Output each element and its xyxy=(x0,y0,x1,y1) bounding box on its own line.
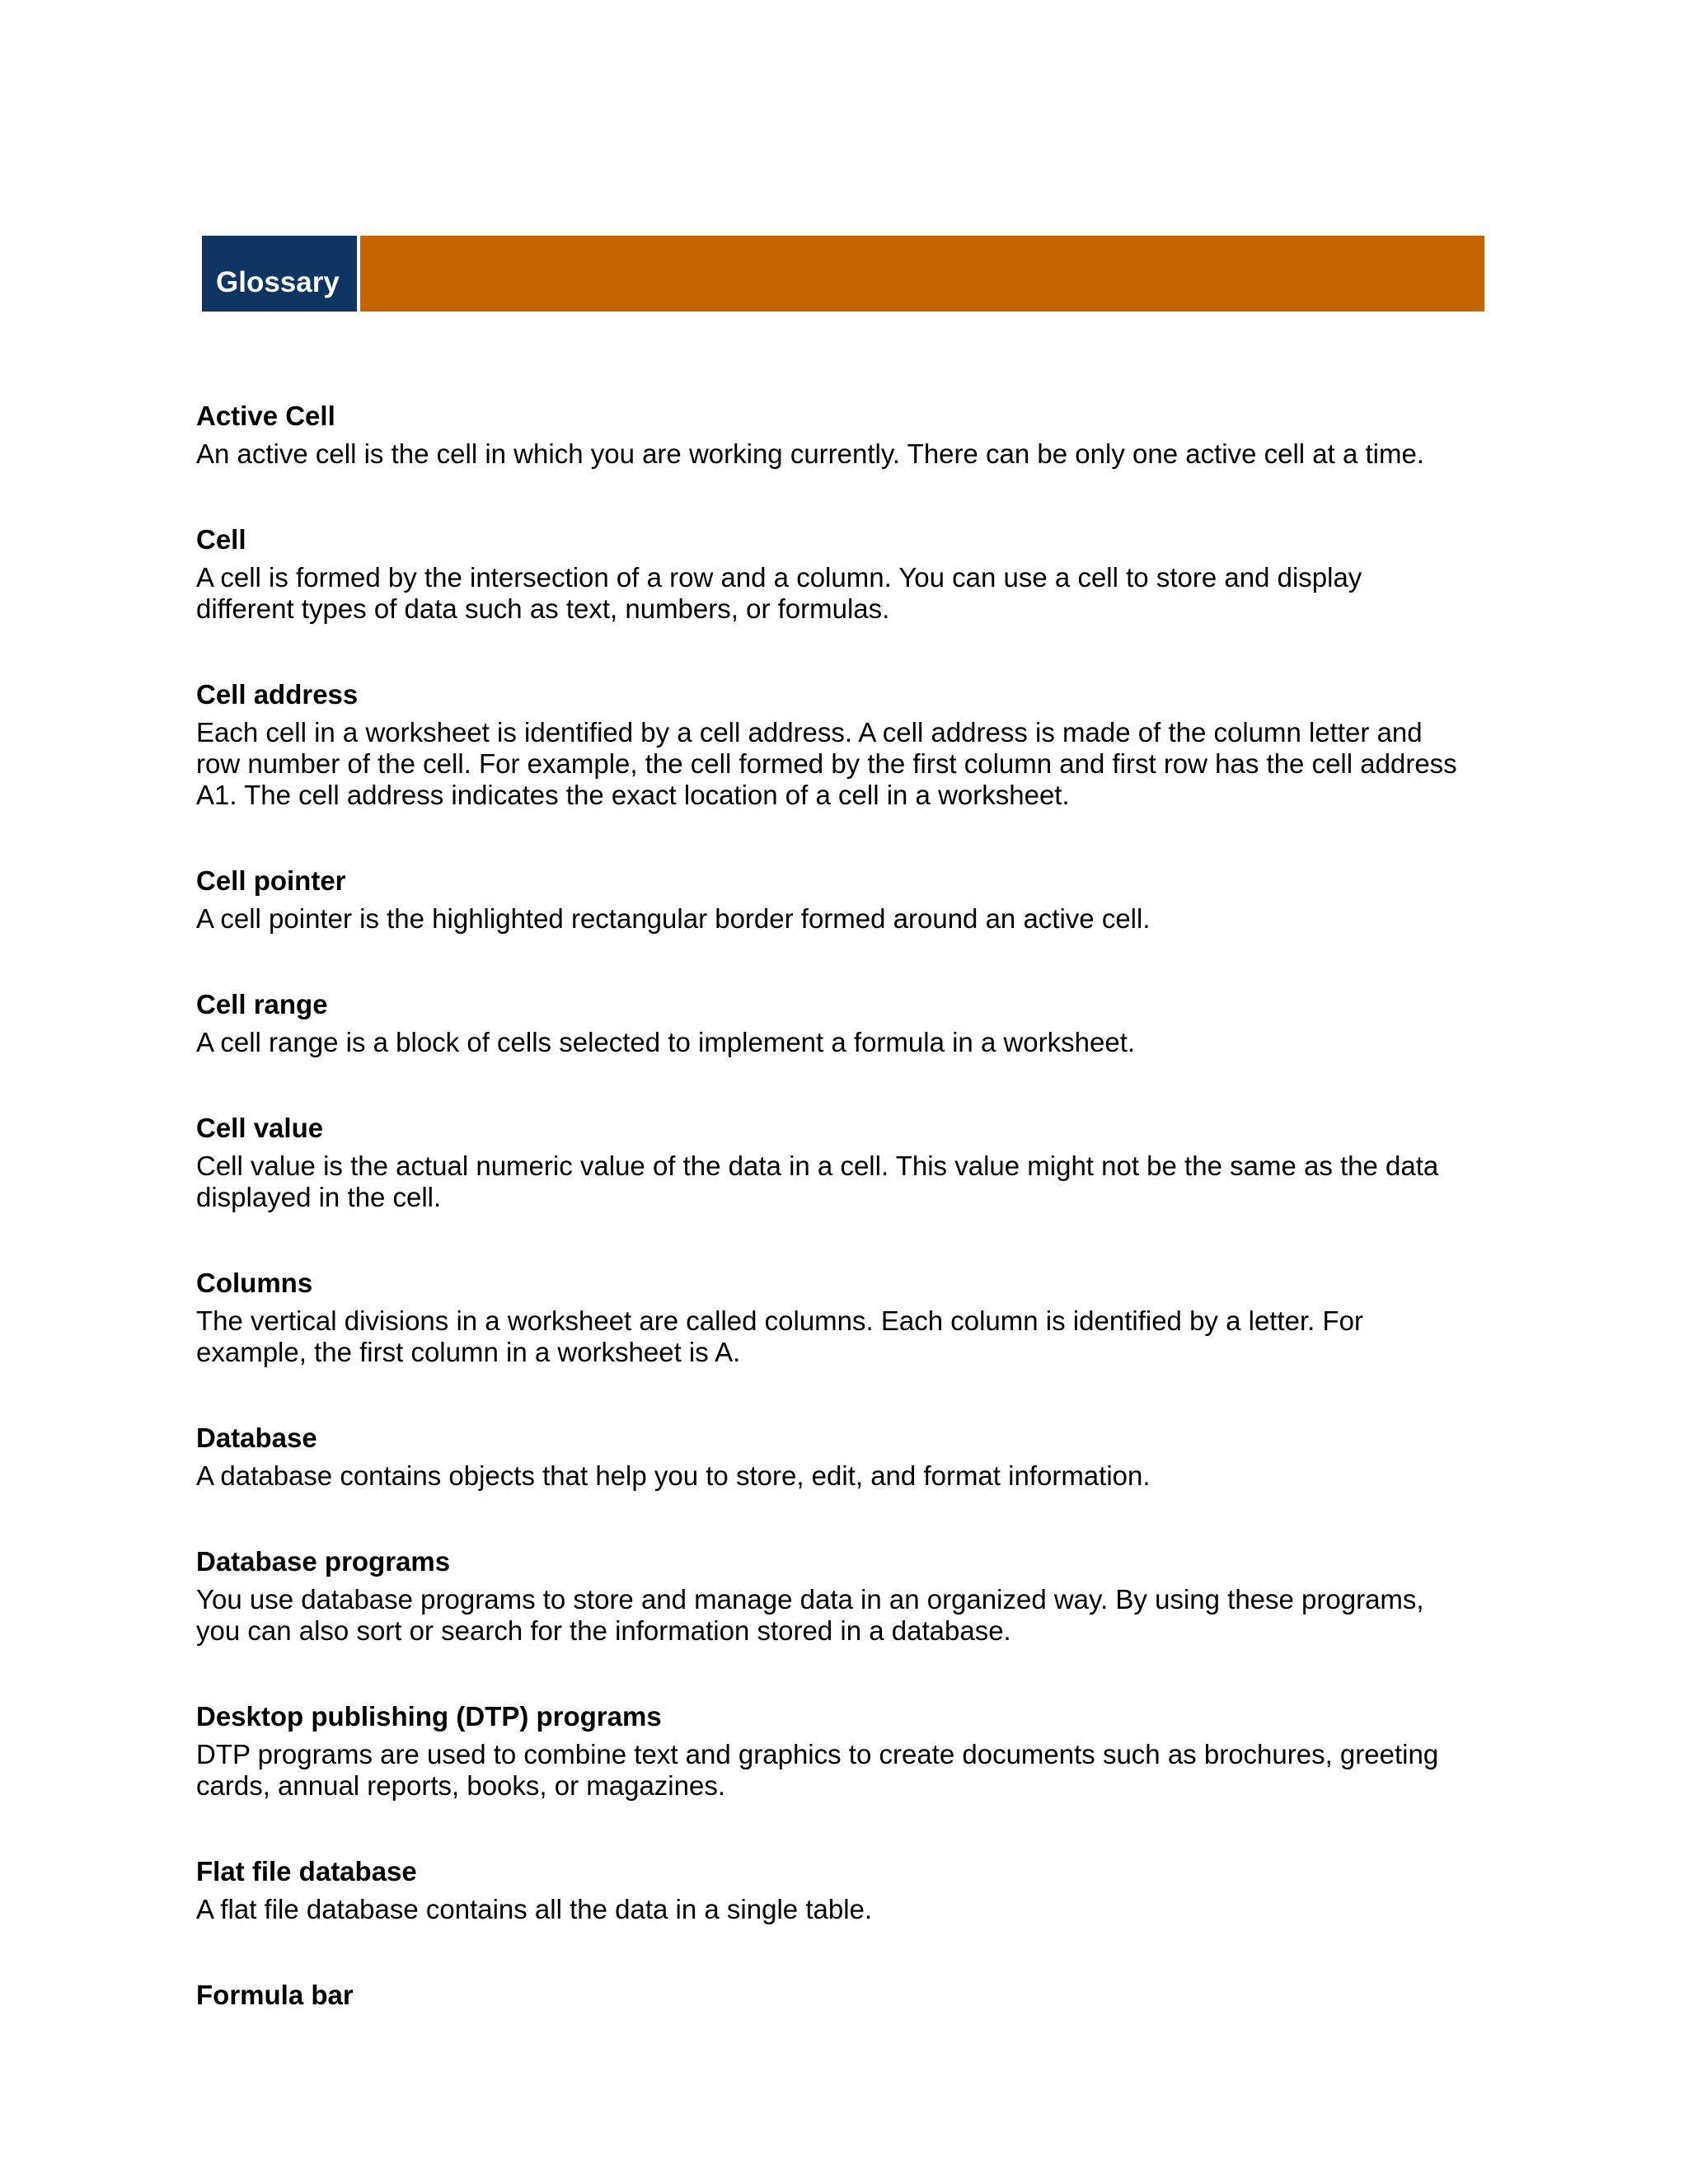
glossary-definition: An active cell is the cell in which you are working currently. There can be only one active cell at a time. xyxy=(196,438,1424,469)
glossary-entry-cell-address xyxy=(196,679,1498,811)
glossary-term: Formula bar xyxy=(196,1980,354,2010)
glossary-list xyxy=(196,401,1498,2018)
glossary-definition: A database contains objects that help you to store, edit, and format information. xyxy=(196,1460,1151,1491)
glossary-term: Flat file database xyxy=(196,1856,417,1886)
glossary-entry-cell-pointer xyxy=(196,865,1498,935)
glossary-term: Active Cell xyxy=(196,401,335,431)
glossary-term: Cell xyxy=(196,524,246,555)
glossary-term: Columns xyxy=(196,1268,313,1298)
glossary-entry-database-programs xyxy=(196,1546,1498,1647)
glossary-header-banner xyxy=(202,236,1484,312)
glossary-definition: Each cell in a worksheet is identified by a cell address. A cell address is made of the column letter and row number of the cell. For example, the cell formed by the first column and first row has the cell address A1. The cell address indicates the exact location of a cell in a worksheet. xyxy=(196,717,1457,810)
glossary-entry-database xyxy=(196,1422,1498,1492)
header-accent-bar xyxy=(360,236,1484,312)
glossary-term: Desktop publishing (DTP) programs xyxy=(196,1701,662,1732)
glossary-entry-cell-range xyxy=(196,989,1498,1058)
glossary-definition: A cell is formed by the intersection of a row and a column. You can use a cell to store and display different types of data such as text, numbers, or formulas. xyxy=(196,562,1362,624)
glossary-term: Database xyxy=(196,1422,317,1453)
glossary-definition: Cell value is the actual numeric value of the data in a cell. This value might not be the same as the data displayed in the cell. xyxy=(196,1151,1439,1212)
glossary-entry-dtp-programs xyxy=(196,1701,1498,1802)
glossary-entry-flat-file-database xyxy=(196,1856,1498,1925)
glossary-definition: You use database programs to store and manage data in an organized way. By using these programs, you can also sort or search for the information stored in a database. xyxy=(196,1584,1424,1646)
glossary-definition: A flat file database contains all the data in a single table. xyxy=(196,1894,873,1924)
glossary-definition: A cell range is a block of cells selected to implement a formula in a worksheet. xyxy=(196,1027,1136,1057)
glossary-term: Cell address xyxy=(196,679,359,710)
glossary-term: Database programs xyxy=(196,1546,451,1577)
glossary-term: Cell range xyxy=(196,989,328,1019)
glossary-entry-formula-bar xyxy=(196,1980,1498,2011)
glossary-term: Cell pointer xyxy=(196,865,346,896)
glossary-definition: DTP programs are used to combine text and graphics to create documents such as brochures, greeting cards, annual reports, books, or magazines. xyxy=(196,1739,1439,1801)
glossary-title: Glossary xyxy=(202,236,357,312)
glossary-entry-cell xyxy=(196,524,1498,625)
glossary-term: Cell value xyxy=(196,1113,324,1143)
glossary-entry-cell-value xyxy=(196,1113,1498,1213)
glossary-definition: The vertical divisions in a worksheet are called columns. Each column is identified by a letter. For example, the first column in a worksheet is A. xyxy=(196,1305,1363,1367)
glossary-definition: A cell pointer is the highlighted rectangular border formed around an active cell. xyxy=(196,903,1151,934)
glossary-entry-active-cell xyxy=(196,401,1498,470)
glossary-entry-columns xyxy=(196,1268,1498,1368)
